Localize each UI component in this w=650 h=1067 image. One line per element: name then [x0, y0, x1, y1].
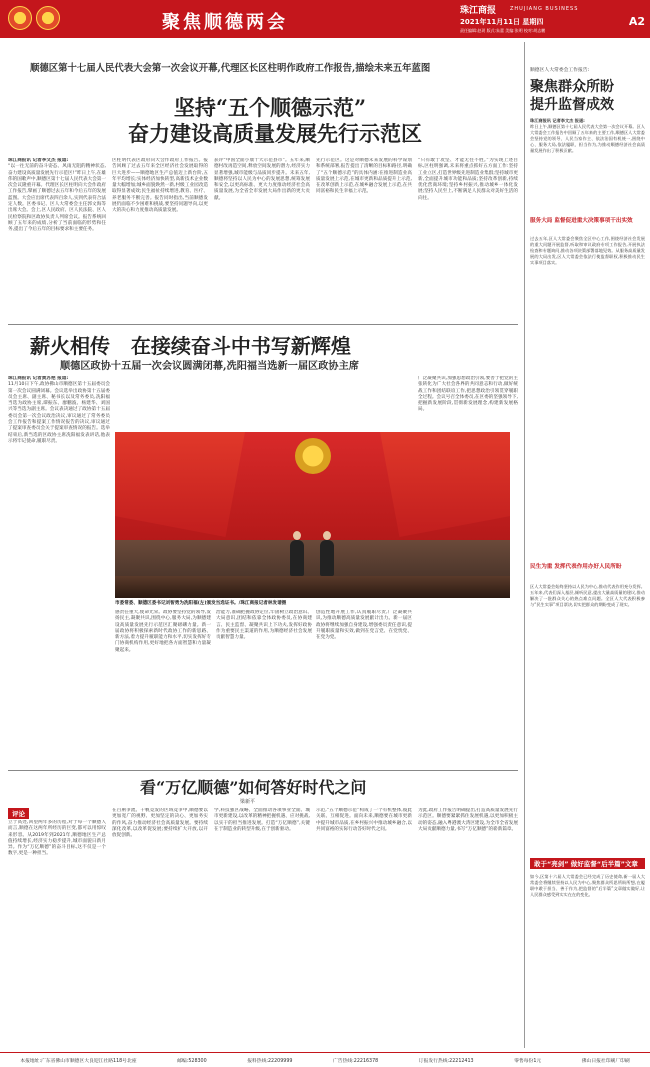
issue-date: 2021年11月11日 星期四	[460, 18, 544, 26]
sidebar-byline: 珠江商报讯 记者李文杰 报道:	[530, 118, 585, 123]
story2-col-2	[115, 610, 211, 765]
footer-price: 零售每份1元	[514, 1059, 542, 1064]
commentary-col-2	[112, 808, 208, 1048]
person-left	[290, 540, 304, 576]
national-emblem-icon	[36, 6, 60, 30]
story1-byline: 珠江商报讯 记者李文杰 报道:	[8, 158, 69, 163]
story1-text-2: 区柱明代表区政府向大会作政府工作报告。报告回顾了过去五年来全区经济社会发展取得的巨大进步——顺德地区生产总值迈上新台阶,五年平均增长;实体经济加快转型,高新技术企业数量大幅增加;城乡面貌焕然一新,村级工业园改造取得显著成效;民生福祉持续增进,教育、医疗、养老服务不断完善。报告同时指出,当前顺德发展仍面临不少困难和挑战,要坚持问题导向,以更大的决心和力度推动高质量发展。	[112, 158, 208, 214]
footer-news-tel: 报料热线:22209999	[247, 1059, 293, 1064]
story1-col-5	[418, 158, 518, 318]
sidebar-body-3	[530, 874, 645, 1048]
paper-info	[460, 3, 645, 35]
footer-ad-tel: 广告热线:22216378	[332, 1059, 379, 1064]
story2-text-2: 感责任重大,使命光荣。政协要坚持党的领导,发扬民主,凝聚共识,围绕中心,服务大局,为顺德建设高质量发展先行示范区汇聚磅礴力量。新一届政协将积极探索新时代政协工作的新思路、新方法,着力提升履职能力和水平,切实发挥好专门协商机构作用,更好地把各方面智慧和力量凝聚起来。	[115, 610, 211, 653]
commentary-label: 评论	[8, 808, 29, 819]
photo-caption: 市委常委、顺德区委书记刘智勇为冼阳福(左)颁发当选证书。/珠江商报记者林发谐摄	[115, 601, 287, 606]
story2-text-3: 治能力,准确把握政协定位,牢固树立政治意识、大局意识,团结和依靠全体政协委员,在协商建言、民主监督、凝聚共识上下功夫,发挥好政协作为重要民主渠道的作用,为顺德经济社会发展贡献智慧力量。	[216, 610, 312, 641]
sidebar-intro	[530, 118, 645, 212]
story1-col-2	[112, 158, 208, 318]
commentary-col-1	[8, 820, 106, 1048]
story2-byline: 珠江商报讯 记者黄苏艳 报道:	[8, 376, 69, 381]
story2-text-5: 广泛凝聚共识,加强思想政治引领,要善于把党的主张转化为广大社会各界的共同意志和行动,做好统战工作和团结联谊工作,把思想政治引领贯穿履职全过程。会议号召全体委员,在区委的坚强领导下,把握新发展阶段,贯彻新发展理念,构建新发展格局。	[418, 376, 518, 413]
story2-subhead: 顺德区政协十五届一次会议圆满闭幕,冼阳福当选新一届区政协主席	[60, 360, 359, 372]
story-divider-2	[8, 770, 518, 771]
footer-sub-tel: 订报发行热线:22212413	[418, 1059, 474, 1064]
sidebar-top-label: 顺德区人大常委会工作报告:	[530, 68, 590, 73]
commentary-col-5	[418, 808, 518, 1048]
sidebar-body-1-text: 过去五年,区人大常委会聚焦全区中心工作,围绕经济社会发展的重大问题开展监督,听取和审议政府专项工作报告,开展执法检查和专题询问,推动各项决策部署落地见效。从服务高质量发展的大局出发,区人大常委会依法行使监督职权,积极推动民生实事项目落实。	[530, 236, 645, 265]
story1-text-3: 获评“中国全面小康十大示范县市”。五年来,顺德村改再造空间,释放空间发展的潜力,经济实力显著增强,城市能级与品质同步提升。未来五年,顺德将坚持以人民为中心的发展思想,统筹发展和安全,以更高标准、更大力度推动经济社会高质量发展,为全省全市发展大局作出新的更大贡献。	[214, 158, 310, 201]
commentary-text-1: 立于高处,回望两年多的历程,对于每一个顺德人而言,顺德在这两年所经历的巨变,都可以用惊叹来形容。从2019年到2021年,顺德地区生产总值持续增长,经济实力稳步提升,城市面貌日新月异。作为“万亿顺德”的奋斗目标,这不仅是一个数字,更是一种担当。	[8, 820, 106, 857]
column-divider	[524, 42, 525, 1048]
commentary-col-4	[316, 808, 412, 1048]
sidebar-section-1: 服务大局 监督促进重大决策事项干出实效	[530, 218, 633, 224]
sidebar-headline-2: 提升监督成效	[530, 97, 614, 113]
emblem-icon	[295, 438, 331, 474]
section-title: 聚焦顺德两会	[162, 12, 288, 33]
commentary-text-3: 学,科技强区战略、全面推动各项事业全面、城市更新建设,以改革的精神把握机遇、应对挑战,以实干的担当推进发展。打造“万亿顺德”,关键在于制造业的转型升级,在于创新驱动。	[214, 808, 310, 832]
story1-headline-2: 奋力建设高质量发展先行示范区	[128, 121, 422, 146]
paper-sub: ZHUJIANG BUSINESS	[510, 6, 579, 12]
story1-text-5: “只有敢于攻坚、才能无往不胜。”为实现上述目标,区柱明强调,未来将重点抓好五方面工作:坚持工业立区,打造世界级先进制造业集群;坚持城市更新,全面提升城市功能和品质;坚持改革创新,持续优化营商环境;坚持乡村振兴,推动城乡一体化发展;坚持人民至上,不断满足人民群众对美好生活的向往。	[418, 158, 518, 201]
commentary-headline: 看“万亿顺德”如何答好时代之问	[140, 778, 367, 797]
story1-headline-1: 坚持“五个顺德示范”	[173, 95, 367, 120]
story-divider-1	[8, 324, 518, 325]
story1-text-1: “以一往无前的奋斗姿态、风雨无阻的精神状态,奋力建设高质量发展先行示范区!”昨日上午,在雄伟的国歌声中,顺德区第十七届人民代表大会第一次会议隆重开幕。代理区长区柱明向大会作政府工作报告,擘画了顺德过去五年和今后五年的发展蓝图。大会应出席代表四百余人,实到代表符合法定人数。区委书记、区人大常委会主任郭文海等出席大会。会上,区人民政府、区人民法院、区人民检察院和区政协负责人列席会议。报告系统回顾了五年来的成绩,分析了当前面临的形势和任务,提出了今后五年的目标要求和主要任务。	[8, 164, 106, 233]
party-emblem-icon	[8, 6, 32, 30]
commentary-text-2: 在百舸争流、千帆竞发的区域竞争中,顺德要以更加宽广的视野、更加坚定的决心、更加务实的作风,奋力推动经济社会高质量发展。要持续深化改革,以改革促发展;要持续扩大开放,以开放促创新。	[112, 808, 208, 839]
story2-col-4	[316, 610, 412, 765]
story1-text-4: 先行示范区。这是对顺德未来发展的科学谋划和系统部署,报告提出了清晰的目标和路径,明确了“五个顺德示范”的具体内涵:在推进制造业高质量发展上示范,在城市更新和品质提升上示范,在改革创新上示范,在城乡融合发展上示范,在共同富裕和民生幸福上示范。	[316, 158, 412, 195]
sidebar-body-3-text: 如今,区第十六届人大常委会已经完成了历史使命,新一届人大常委会将继续坚持以人民为中心,聚焦群众所思所盼所想,在履职中敢于担当、善于作为,把监督的“后半篇”文章做实做好,让人民群众感受到实实在在的变化。	[530, 874, 645, 897]
story2-text-4: 创造性地开展工作,认真履职尽责,广泛凝聚共识,为推动顺德高质量发展献计出力。新一届区政协将继续加强自身建设,增强委员责任意识,提升履职质量和实效,做到在党言党、在党忧党、在党为党。	[316, 610, 412, 641]
sidebar-section-2: 民生为重 发挥代表作用办好人民所盼	[530, 564, 622, 570]
story2-text-1: 11月10日下午,政协佛山市顺德区第十五届委员会第一次会议圆满闭幕。会议选举出政协第十五届委员会主席、副主席、秘书长以及常务委员,冼阳福当选为政协主席,谭振东、廖鹏波、杨建华、刘国兴等当选为副主席。会议表决通过了政协第十五届委员会第一次会议政治决议,审议通过了常务委员会工作报告和提案工作情况报告的决议,审议通过了提案审查委员会关于提案审查情况的报告。选举结束后,新当选的区政协主席冼阳福发表讲话,他表示将牢记使命,履职尽责。	[8, 382, 110, 444]
story2-headline: 薪火相传 在接续奋斗中书写新辉煌	[30, 334, 351, 358]
story1-kicker: 顺德区第十七届人民代表大会第一次会议开幕,代理区长区柱明作政府工作报告,描绘未来五年蓝图	[30, 63, 431, 74]
sidebar-editorial-label: 敢于“亮剑” 做好监督“后半篇”文章	[530, 858, 645, 869]
commentary-author: 梁新平	[240, 799, 256, 805]
footer-printer: 佛山日报社印刷厂印刷	[581, 1059, 630, 1064]
page-number: A2	[628, 15, 645, 28]
footer-address: 本报地址:广东省佛山市顺德区大良迎江社路118号北座	[20, 1059, 137, 1064]
commentary-text-5: 为此,政府工作报告明确提出,打造高质量发展先行示范区。顺德要紧紧抓住发展机遇,以更加积极主动的姿态,融入粤港澳大湾区建设,为全市全省发展大局贡献顺德力量,书写“万亿顺德”的崭新篇章。	[418, 808, 518, 832]
sidebar-body-2-text: 区人大常委会始终坚持以人民为中心,推动代表作用充分发挥。五年来,代表们深入基层,倾听民意,提出大量高质量的建议,推动解决了一批群众关心的热点难点问题。全区人大代表积极参与“民生实事”项目票决,切实把群众的期盼变成了现实。	[530, 584, 645, 607]
story2-col-5	[418, 376, 518, 766]
flag-left	[115, 432, 245, 537]
sidebar-body-2	[530, 584, 645, 836]
footer-postcode: 邮编:528300	[177, 1059, 207, 1064]
story1-col-4	[316, 158, 412, 318]
person-right	[320, 540, 334, 576]
story2-col-3	[216, 610, 312, 765]
footer	[0, 1052, 650, 1067]
commentary-text-4: 示范,“五个顺德示范”构成了一个有机整体,彼此关联、互相促进。面向未来,顺德要在城市更新中提升城市品质,在乡村振兴中推动城乡融合,以共同富裕的实际行动答好时代之问。	[316, 808, 412, 832]
sidebar-intro-text: 昨日上午,顺德区第十七届人民代表大会第一次会议开幕。区人大常委会工作报告中回顾了五年来的主要工作,顺德区人大常委会坚持党的领导、人民当家作主、依法治国有机统一,围绕中心、服务大局,依法履职、担当作为,为推动顺德经济社会高质量发展作出了积极贡献。	[530, 123, 645, 153]
sidebar-headline-1: 聚焦群众所盼	[530, 79, 614, 95]
story2-col-1	[8, 376, 110, 686]
editors-line: 责任编辑:赵玥 版式:朱蕾 美编:张明 校对:胡志鹏	[460, 28, 546, 33]
story1-col-3	[214, 158, 310, 318]
commentary-col-3	[214, 808, 310, 1048]
sidebar-body-1	[530, 236, 645, 558]
paper-name: 珠江商报	[460, 6, 497, 16]
story1-col-1	[8, 158, 106, 318]
